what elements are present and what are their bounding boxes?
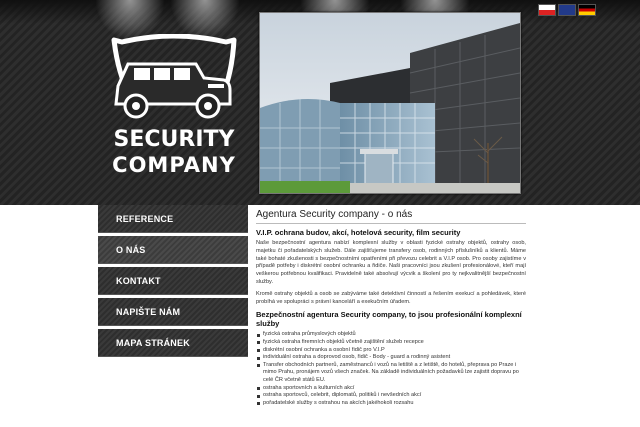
page-title: Agentura Security company - o nás bbox=[256, 209, 526, 224]
right-margin bbox=[532, 205, 640, 427]
sidebar-item-napiste-nam[interactable] bbox=[98, 298, 248, 326]
list-item: Transfer obchodních partnerů, zaměstnanců i vozů na letiště a z letiště, do hotelů, přeprava po Praze i mimo Prahu, pronájem vozů všech značek. Na základě individuálních požadavků lze zajistit dopravu po celé ČR včetně států EU. bbox=[256, 362, 526, 385]
site-header bbox=[0, 0, 640, 205]
sidebar-item-o-nas[interactable] bbox=[98, 236, 248, 264]
logo-line1: SECURITY bbox=[113, 127, 235, 152]
shield-suv-icon bbox=[104, 34, 244, 184]
left-margin bbox=[0, 205, 98, 427]
sidebar-item-label: O NÁS bbox=[116, 244, 146, 255]
sidebar-item-label: REFERENCE bbox=[116, 213, 174, 224]
sidebar-menu bbox=[98, 205, 248, 427]
section-heading: V.I.P. ochrana budov, akcí, hotelová security, film security bbox=[256, 228, 461, 237]
sidebar-item-reference[interactable] bbox=[98, 205, 248, 233]
list-item: diskrétní osobní ochranka a osobní řidič pro V.I.P bbox=[256, 347, 526, 355]
de-flag-icon[interactable] bbox=[578, 4, 596, 16]
cz-flag-icon[interactable] bbox=[538, 4, 556, 16]
sidebar-item-label: KONTAKT bbox=[116, 275, 161, 286]
office-building-photo bbox=[259, 12, 521, 194]
services-list bbox=[256, 331, 526, 407]
detective-paragraph: Kromě ostrahy objektů a osob se zabýváme také detektivní činností a řešením exekucí a pohledávek, které probíhá ve spolupráci s právní kanceláří a exekučním úřadem. bbox=[256, 290, 526, 305]
list-item: fyzická ostraha firemních objektů včetně zajištění služeb recepce bbox=[256, 339, 526, 347]
services-heading: Bezpečnostní agentura Security company, to jsou profesionální komplexní služby bbox=[256, 310, 522, 329]
sidebar-item-label: NAPIŠTE NÁM bbox=[116, 306, 181, 317]
list-item: pořadatelské služby s ostrahou na akcích jakéhokoli rozsahu bbox=[256, 400, 526, 408]
main-content bbox=[248, 205, 532, 427]
sidebar-item-kontakt[interactable] bbox=[98, 267, 248, 295]
company-logo[interactable] bbox=[104, 34, 244, 184]
logo-line2: COMPANY bbox=[112, 153, 236, 177]
intro-paragraph: Naše bezpečnostní agentura nabízí komplexní služby v oblasti fyzické ostrahy objektů, ostrahy osob, majetku či pořadatelských služeb. Dále zajišťujeme transfery osob, rodinných příslušníků a klientů. Máme také bohaté zkušenosti s bezpečnostními opatřeními při převozu celebrit a V.I.P osob. Pro osoby zajistíme v případě potřeby i diskrétní osobní ochranku a řidiče. Naši pracovníci jsou zkušení profesionálové, kteří mají veškerou potřebnou kvalifikaci. Pravidelně také absolvují výcvik a školení pro ty nejkvalitnější bezpečnostní služby. bbox=[256, 240, 526, 285]
list-item: ostraha sportovců, celebrit, diplomatů, politiků i nevšedních akcí bbox=[256, 392, 526, 400]
sidebar-item-mapa-stranek[interactable] bbox=[98, 329, 248, 357]
sidebar-item-label: MAPA STRÁNEK bbox=[116, 337, 190, 348]
list-item: individuální ostraha a doprovod osob, řidič - Body - guard a rodinný asistent bbox=[256, 354, 526, 362]
list-item: ostraha sportovních a kulturních akcí bbox=[256, 385, 526, 393]
list-item: fyzická ostraha průmyslových objektů bbox=[256, 331, 526, 339]
en-flag-icon[interactable] bbox=[558, 4, 576, 16]
